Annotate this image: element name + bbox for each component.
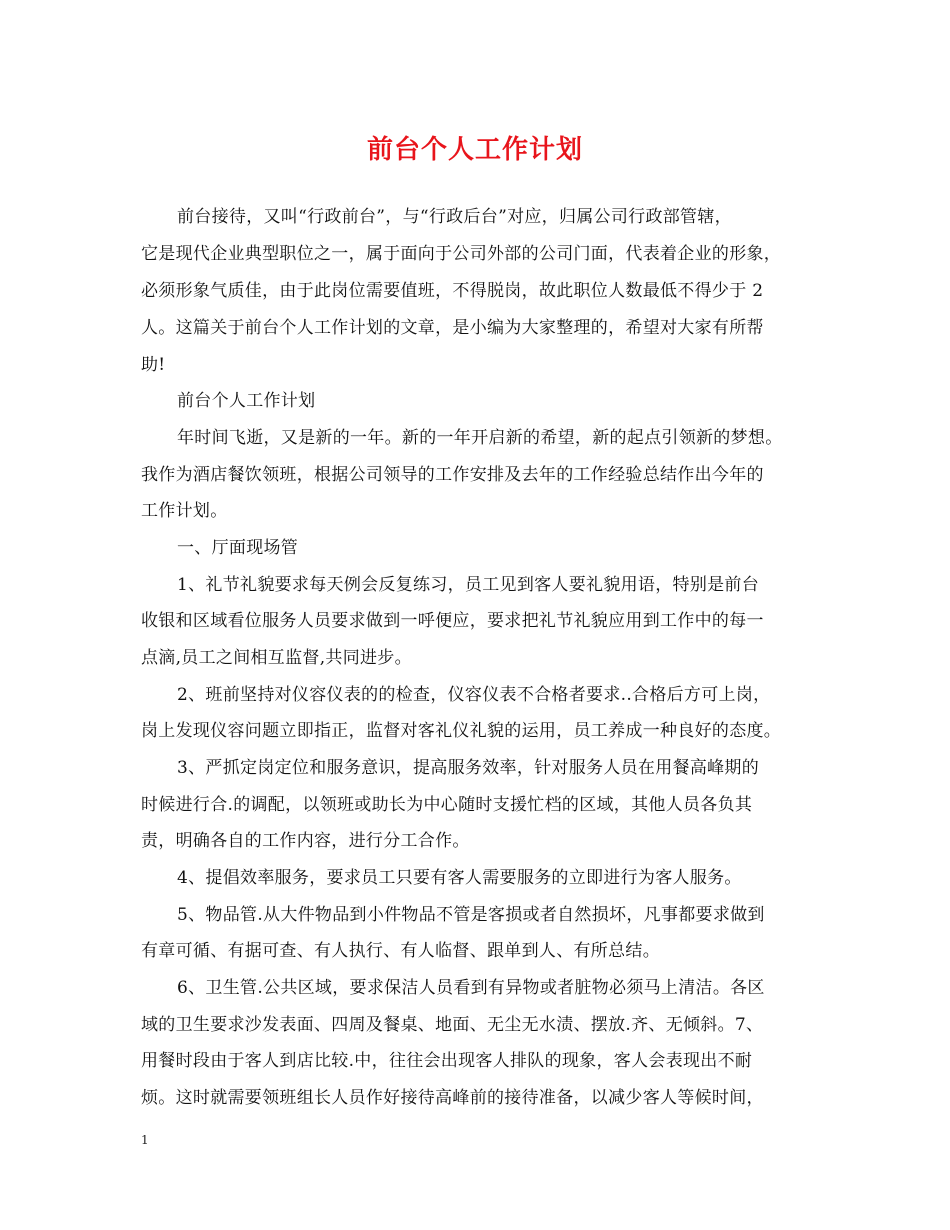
- paragraph-line: 我作为酒店餐饮领班，根据公司领导的工作安排及去年的工作经验总结作出今年的: [141, 465, 764, 485]
- paragraph-line: 责，明确各自的工作内容，进行分工合作。: [141, 831, 470, 851]
- paragraph-line: 岗上发现仪容问题立即指正，监督对客礼仪礼貌的运用，员工养成一种良好的态度。: [141, 721, 782, 741]
- paragraph-line: 4、提倡效率服务，要求员工只要有客人需要服务的立即进行为客人服务。: [177, 868, 742, 888]
- section-heading: 前台个人工作计划: [177, 391, 316, 411]
- paragraph-line: 人。这篇关于前台个人工作计划的文章，是小编为大家整理的，希望对大家有所帮: [141, 318, 764, 338]
- section-heading: 一、厅面现场管: [177, 538, 299, 558]
- paragraph-line: 它是现代企业典型职位之一，属于面向于公司外部的公司门面，代表着企业的形象，: [141, 244, 782, 264]
- paragraph-line: 有章可循、有据可查、有人执行、有人临督、跟单到人、有所总结。: [141, 941, 660, 961]
- paragraph-line: 6、卫生管.公共区域，要求保洁人员看到有异物或者脏物必须马上清洁。各区: [177, 978, 765, 998]
- paragraph-line: 3、严抓定岗定位和服务意识，提高服务效率，针对服务人员在用餐高峰期的: [177, 758, 760, 778]
- paragraph-line: 时候进行合.的调配，以领班或助长为中心随时支援忙档的区域，其他人员各负其: [141, 795, 753, 815]
- document-title: 前台个人工作计划: [366, 135, 583, 165]
- paragraph-line: 助!: [141, 355, 166, 375]
- paragraph-line: 工作计划。: [141, 501, 228, 521]
- paragraph-line: 年时间飞逝，又是新的一年。新的一年开启新的希望，新的起点引领新的梦想。: [177, 428, 783, 448]
- paragraph-line: 2、班前坚持对仪容仪表的的检查，仪容仪表不合格者要求..合格后方可上岗，: [177, 685, 771, 705]
- paragraph-line: 1、礼节礼貌要求每天例会反复练习，员工见到客人要礼貌用语，特别是前台: [177, 575, 760, 595]
- paragraph-line: 必须形象气质佳，由于此岗位需要值班，不得脱岗，故此职位人数最低不得少于 2: [141, 281, 764, 301]
- page-number: 1: [141, 1133, 149, 1147]
- paragraph-line: 收银和区域看位服务人员要求做到一呼便应，要求把礼节礼貌应用到工作中的每一: [141, 611, 764, 631]
- paragraph-line: 点滴,员工之间相互监督,共同进步。: [141, 648, 412, 668]
- paragraph-line: 烦。这时就需要领班组长人员作好接待高峰前的接待准备，以减少客人等候时间，: [141, 1088, 764, 1108]
- paragraph-line: 5、物品管.从大件物品到小件物品不管是客损或者自然损坏，凡事都要求做到: [177, 905, 765, 925]
- paragraph-line: 域的卫生要求沙发表面、四周及餐桌、地面、无尘无水渍、摆放.齐、无倾斜。7、: [141, 1015, 764, 1035]
- paragraph-line: 用餐时段由于客人到店比较.中，往往会出现客人排队的现象，客人会表现出不耐: [141, 1051, 753, 1071]
- paragraph-line: 前台接待，又叫“行政前台”，与“行政后台”对应，归属公司行政部管辖，: [177, 207, 732, 227]
